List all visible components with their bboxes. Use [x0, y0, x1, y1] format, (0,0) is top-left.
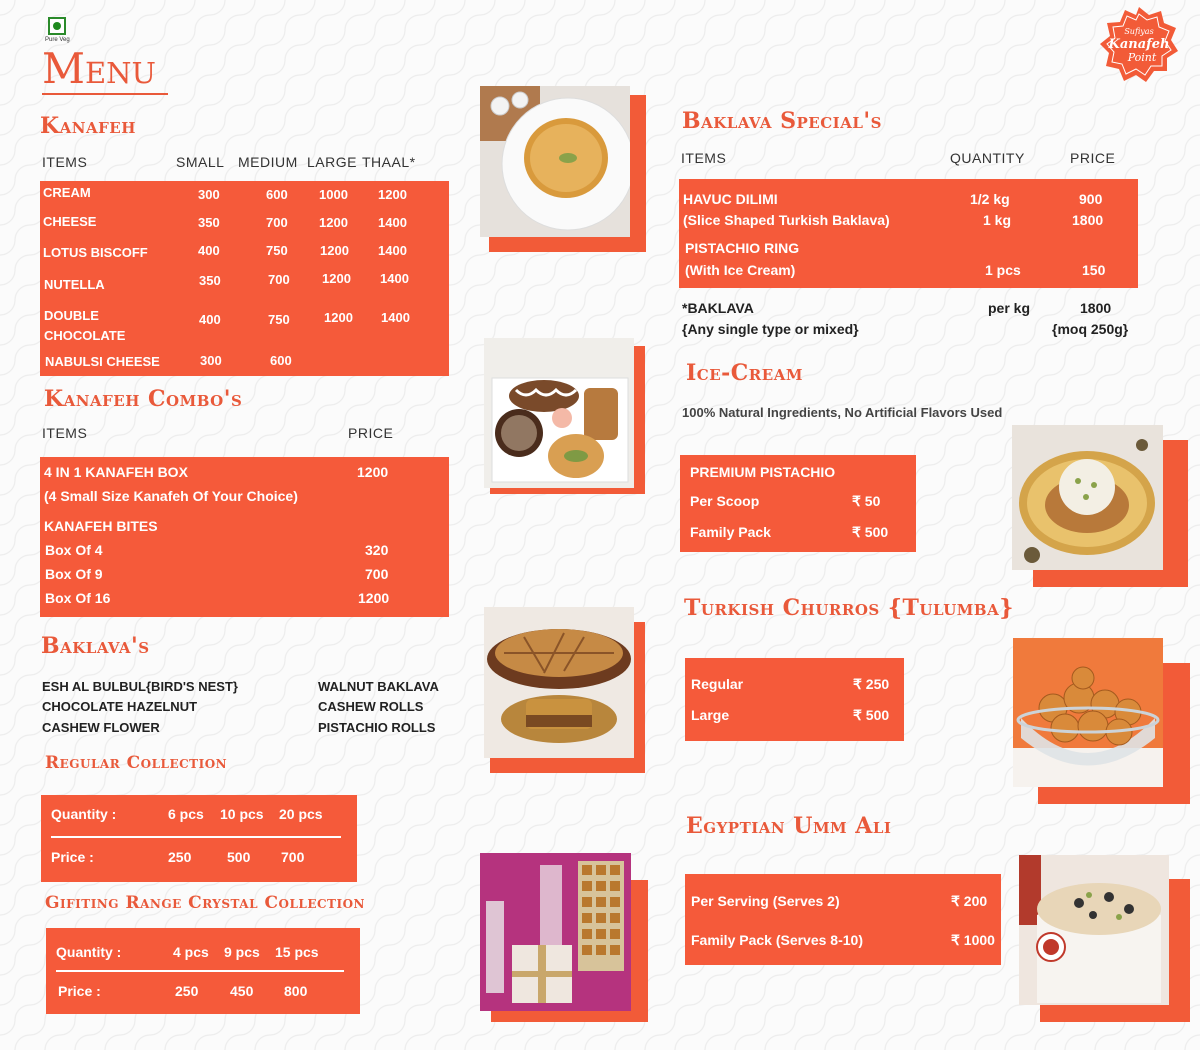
gifting-qty: 4 pcs [173, 944, 209, 960]
brand-line2: Kanafeh [1108, 37, 1170, 52]
menu-title [42, 46, 156, 92]
ummali-row-price: ₹ 1000 [951, 932, 995, 948]
ummali-row-label: Per Serving (Serves 2) [691, 893, 840, 909]
gifting-qty-label: Quantity : [56, 944, 122, 960]
combos-heading: Kanafeh Combo's [44, 386, 243, 412]
icecream-row-label: Per Scoop [690, 493, 760, 509]
kanafeh-row-medium: 750 [266, 243, 288, 258]
kanafeh-row-name: DOUBLE [44, 308, 99, 323]
kanafeh-row-small: 300 [200, 353, 222, 368]
kanafeh-row-small: 300 [198, 187, 220, 202]
bites-label: Box Of 4 [45, 542, 103, 558]
kanafeh-row-thaal: 1200 [378, 187, 407, 202]
kanafeh-row-medium: 600 [270, 353, 292, 368]
baklava-special-header-quantity: QUANTITY [950, 150, 1025, 166]
bites-label: Box Of 16 [45, 590, 111, 606]
bites-price: 320 [365, 542, 389, 558]
gifting-price: 450 [230, 983, 254, 999]
kanafeh-row-name: CREAM [43, 185, 91, 200]
regular-price-label: Price : [51, 849, 94, 865]
baklava-item: CHOCOLATE HAZELNUT [42, 699, 198, 714]
combos-header-items: ITEMS [42, 425, 88, 441]
kanafeh-header-small: SMALL [176, 154, 225, 170]
kanafeh-row-small: 350 [199, 273, 221, 288]
icecream-title: PREMIUM PISTACHIO [690, 464, 836, 480]
churros-photo [1013, 638, 1163, 787]
havuc-qty: 1/2 kg [970, 191, 1010, 207]
baklava-item: ESH AL BULBUL{BIRD'S NEST} [42, 679, 238, 694]
kanafeh-header-items: ITEMS [42, 154, 88, 170]
gifting-separator [56, 970, 344, 972]
icecream-photo [1012, 425, 1163, 570]
kanafeh-row-name: NABULSI CHEESE [45, 354, 160, 369]
gift-box-photo [480, 853, 631, 1011]
gifting-heading: Gifiting Range Crystal Collection [45, 893, 365, 913]
baklavas-heading: Baklava's [41, 633, 150, 659]
baklava-item: WALNUT BAKLAVA [318, 679, 439, 694]
kanafeh-row-small: 350 [198, 215, 220, 230]
kanafeh-row-large: 1000 [319, 187, 348, 202]
churros-row-label: Large [691, 707, 730, 723]
kanafeh-row-name: NUTELLA [44, 277, 105, 292]
havuc-name: HAVUC DILIMI [683, 191, 778, 207]
churros-row-price: ₹ 250 [853, 676, 890, 692]
regular-qty: 6 pcs [168, 806, 204, 822]
ring-note: (With Ice Cream) [685, 262, 796, 278]
regular-separator [51, 836, 341, 838]
bites-title: KANAFEH BITES [44, 518, 158, 534]
kanafeh-row-name: LOTUS BISCOFF [43, 245, 148, 260]
kanafeh-row-small: 400 [198, 243, 220, 258]
gifting-qty: 9 pcs [224, 944, 260, 960]
kanafeh-row-name: CHEESE [43, 214, 97, 229]
regular-qty: 10 pcs [220, 806, 264, 822]
kanafeh-heading: Kanafeh [40, 113, 136, 139]
churros-heading: Turkish Churros {Tulumba} [684, 595, 1014, 621]
baklava-special-header-price: PRICE [1070, 150, 1116, 166]
ring-name: PISTACHIO RING [685, 240, 800, 256]
icecream-row-price: ₹ 50 [852, 493, 881, 509]
kanafeh-row-thaal: 1400 [380, 271, 409, 286]
gifting-qty: 15 pcs [275, 944, 319, 960]
baklava-special-heading: Baklava Special's [682, 108, 882, 134]
churros-row-price: ₹ 500 [853, 707, 890, 723]
icecream-row-label: Family Pack [690, 524, 771, 540]
kanafeh-row-medium: 750 [268, 312, 290, 327]
kanafeh-row-thaal: 1400 [378, 243, 407, 258]
brand-line1: Sufiyas [1124, 27, 1154, 36]
ummali-row-price: ₹ 200 [951, 893, 988, 909]
gifting-price: 250 [175, 983, 199, 999]
baklava-item: PISTACHIO ROLLS [318, 720, 436, 735]
ummali-heading: Egyptian Umm Ali [686, 813, 892, 839]
gifting-price: 800 [284, 983, 308, 999]
kanafeh-row-large: 1200 [324, 310, 353, 325]
bites-label: Box Of 9 [45, 566, 103, 582]
kanafeh-row-name-line2: CHOCOLATE [44, 328, 126, 343]
gifting-price-label: Price : [58, 983, 101, 999]
kanafeh-row-thaal: 1400 [381, 310, 410, 325]
pure-veg-icon [48, 17, 66, 35]
regular-price: 700 [281, 849, 305, 865]
kanafeh-row-medium: 700 [268, 272, 290, 287]
kanafeh-row-small: 400 [199, 312, 221, 327]
bites-price: 1200 [358, 590, 390, 606]
kanafeh-header-thaal: THAAL* [362, 154, 416, 170]
baklava-item: CASHEW ROLLS [318, 699, 424, 714]
havuc-qty: 1 kg [983, 212, 1012, 228]
menu-title-underline [42, 93, 168, 95]
menu-title-text: Menu [42, 44, 156, 93]
ummali-table [685, 874, 1001, 965]
havuc-price: 900 [1079, 191, 1103, 207]
bites-price: 700 [365, 566, 389, 582]
churros-row-label: Regular [691, 676, 744, 692]
brand-line3: Point [1127, 51, 1157, 64]
ummali-photo [1019, 855, 1169, 1005]
havuc-note: (Slice Shaped Turkish Baklava) [683, 212, 890, 228]
regular-price: 500 [227, 849, 251, 865]
combo-box-title: 4 IN 1 KANAFEH BOX [44, 464, 188, 480]
ring-qty: 1 pcs [985, 262, 1021, 278]
kanafeh-row-large: 1200 [322, 271, 351, 286]
icecream-row-price: ₹ 500 [852, 524, 889, 540]
kanafeh-row-medium: 700 [266, 215, 288, 230]
combo-box-note: (4 Small Size Kanafeh Of Your Choice) [44, 488, 298, 504]
kanafeh-row-medium: 600 [266, 187, 288, 202]
regular-heading: Regular Collection [45, 753, 228, 773]
baklava-moq: {moq 250g} [1052, 321, 1129, 337]
baklava-per-kg-name: *BAKLAVA [682, 300, 754, 316]
kanafeh-row-large: 1200 [320, 243, 349, 258]
combos-header-price: PRICE [348, 425, 394, 441]
havuc-price: 1800 [1072, 212, 1104, 228]
baklava-photo [484, 607, 634, 758]
ring-price: 150 [1082, 262, 1106, 278]
brand-logo [1098, 5, 1180, 87]
baklava-per-kg-note: {Any single type or mixed} [682, 321, 859, 337]
regular-qty: 20 pcs [279, 806, 323, 822]
baklava-per-kg-qty: per kg [988, 300, 1031, 316]
ummali-row-label: Family Pack (Serves 8-10) [691, 932, 863, 948]
pure-veg-label: Pure Veg [45, 37, 70, 43]
kanafeh-plate-photo [480, 86, 630, 237]
kanafeh-header-medium: MEDIUM [238, 154, 298, 170]
kanafeh-row-thaal: 1400 [378, 215, 407, 230]
regular-price: 250 [168, 849, 192, 865]
kanafeh-header-large: LARGE [307, 154, 357, 170]
churros-table [685, 658, 904, 741]
baklava-special-header-items: ITEMS [681, 150, 727, 166]
kanafeh-box-photo [484, 338, 634, 488]
icecream-tagline: 100% Natural Ingredients, No Artificial Flavors Used [682, 405, 1003, 420]
kanafeh-row-large: 1200 [319, 215, 348, 230]
regular-qty-label: Quantity : [51, 806, 117, 822]
icecream-heading: Ice-Cream [686, 360, 803, 386]
baklava-per-kg-price: 1800 [1080, 300, 1112, 316]
combo-box-price: 1200 [357, 464, 389, 480]
baklava-item: CASHEW FLOWER [42, 720, 160, 735]
